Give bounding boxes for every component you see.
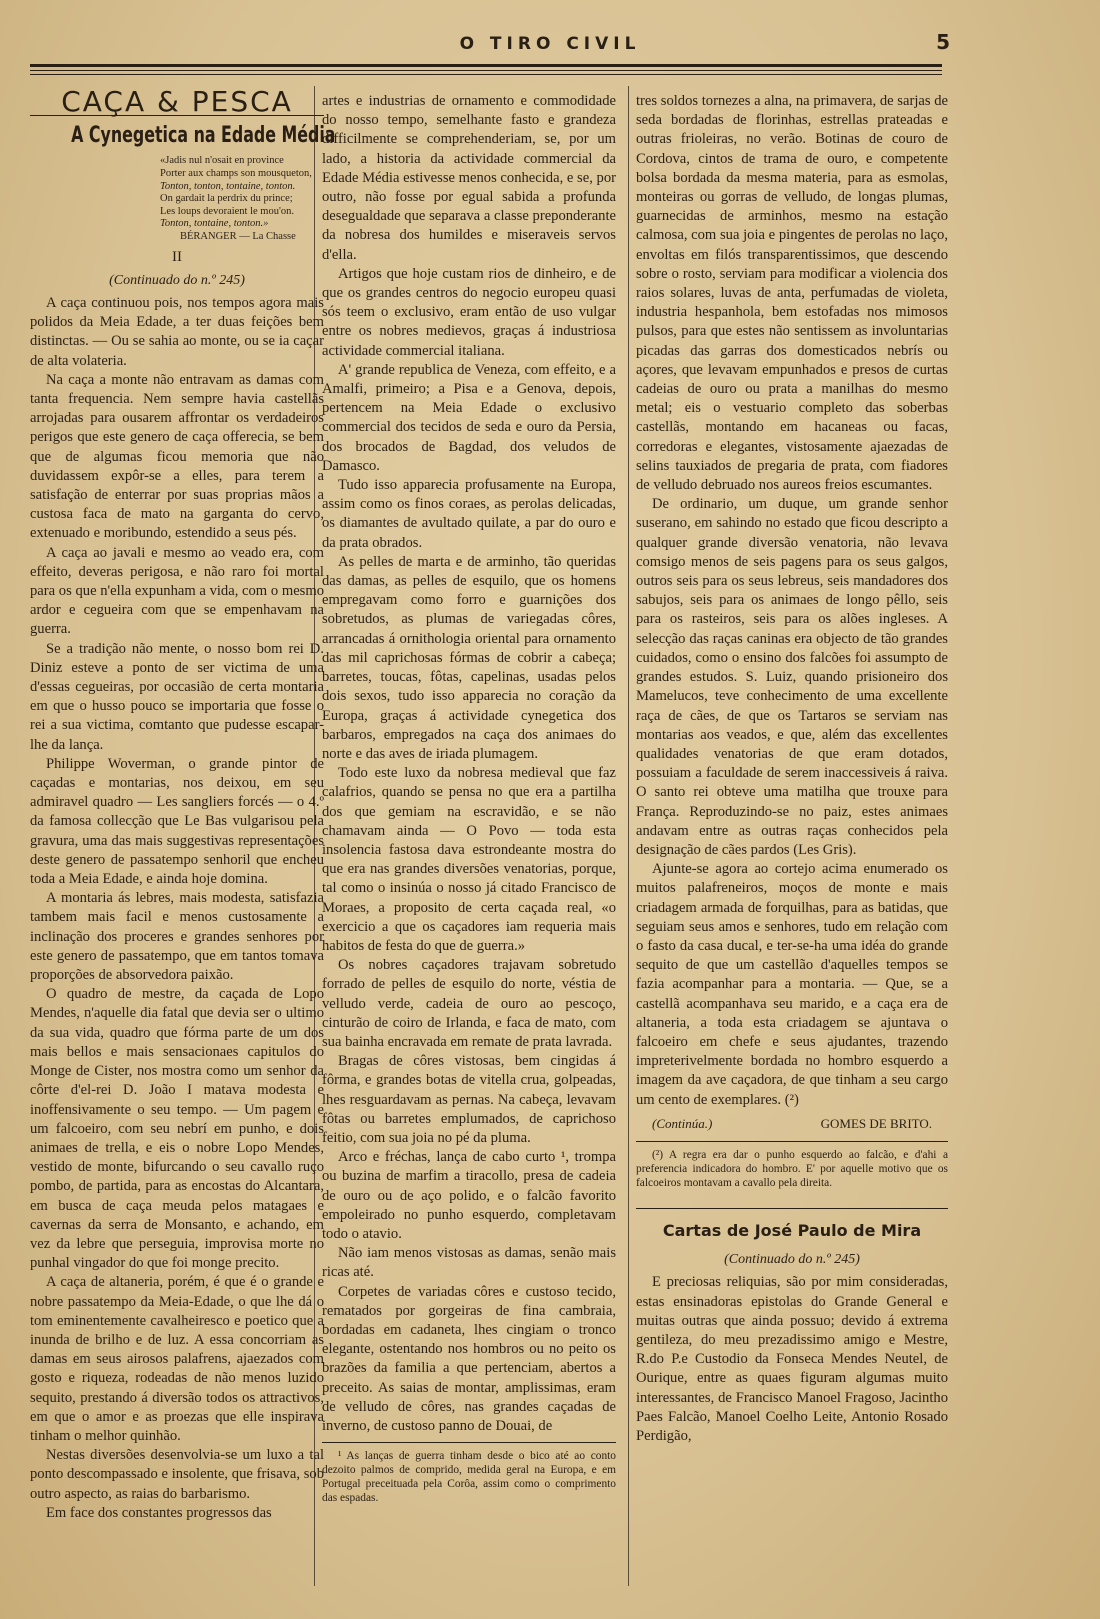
paragraph: A caça ao javali e mesmo ao veado era, com effeito, deveras perigosa, e não raro foi mortal para os que n'ella expunham a vida, com o mesmo ardor e cegueira com que se empenhavam na guerra.	[30, 544, 324, 638]
footnote-text: (²) A regra era dar o punho esquerdo ao falcão, e d'ahi a preferencia indicadora do hombro. E' por aquelle motivo que os falcoeiros montavam a cavallo pela direita.	[636, 1148, 948, 1189]
page-number: 5	[936, 30, 950, 54]
paragraph: Nestas diversões desenvolvia-se um luxo a tal ponto descompassado e insolente, que frisava, sob outro aspecto, as raias do barbarismo.	[30, 1447, 324, 1502]
paragraph: A caça continuou pois, nos tempos agora mais polidos da Meia Edade, a ter duas feições bem distinctas. — Ou se sahia ao monte, ou se ia caçar de alta volateria.	[30, 294, 324, 369]
paragraph: Ajunte-se agora ao cortejo acima enumerado os muitos palafreneiros, moços de monte e mais criadagem armada de forquilhas, para as batidas, que seguiam seus amos e senhores, tudo em relação com o fasto da casa ducal, e ter-se-ha uma idéa do grande sequito de que um castellão d'aquelles tempos se fazia acompanhar para a montaria. — Que, se a castellã acompanhava seu marido, e a caça era de altaneria, a toda esta criadagem se ajuntava o falcoeiro em chefe e seus ajudantes, trazendo impreterivelmente bordada no hombro esquerdo a imagem da ave caçadora, de que tinham a seu cargo um cento de exemplares. (²)	[636, 861, 948, 1108]
epigraph-line: Les loups devoraient le mou'on.	[160, 205, 294, 217]
section-title: CAÇA & PESCA	[30, 92, 324, 116]
paragraph: De ordinario, um duque, um grande senhor suserano, em sahindo no estado que ficou descripto a qualquer grande diversão venatoria, não levava comsigo menos de seis pagens para os seus galgos, outros seis para os seus lebreus, seis mandadores dos sabujos, seis para os animaes de longo pêllo, seis para os rasteiros, seis para os alões ingleses. A selecção das raças caninas era objecto de tão grandes cuidados, como o ensino dos falcões foi assumpto de grandes estudos. S. Luiz, quando prisioneiro dos Mamelucos, teve conhecimento de uma excellente raça de cães, de que os Tartaros se serviam nas montarias aos veados, e que, além das excellentes qualidades venatorias de que eram dotados, possuiam a faculdade de serem inaccessiveis á raiva. O santo rei obteve uma matilha que trouxe para França. Reproduzindo-se no paiz, estes animaes andavam entre as outras raças conhecidos pela designação de cães pardos (Les Gris).	[636, 496, 948, 858]
paragraph: E preciosas reliquias, são por mim consideradas, estas ensinadoras epistolas do Grande General e muitas outras que ainda possuo; devido á extrema gentileza, do meu prezadissimo amigo e Mestre, R.do P.e Custodio da Fonseca Mendes Neutel, de Ourique, entre as quaes figuram algumas muito interessantes, de Francisco Manoel Fragoso, Jacintho Paes Falcão, Manoel Coelho Leite, Antonio Rosado Perdigão,	[636, 1274, 948, 1444]
part-number: II	[172, 248, 182, 265]
paragraph: Se a tradição não mente, o nosso bom rei D. Diniz esteve a ponto de ser victima de uma d'essas cegueiras, por occasião de certa montaria em que o husso pouco se importaria que fosse o rei a sua victima, comtanto que pudesse escapar-lhe da lança.	[30, 640, 324, 753]
header-rule-thin-2	[30, 74, 942, 75]
epigraph-attribution: BÉRANGER — La Chasse	[180, 230, 296, 242]
column-2	[322, 92, 616, 1505]
column-1	[30, 85, 336, 1523]
continues-note: (Continúa.)	[652, 1115, 713, 1131]
paragraph: Na caça a monte não entravam as damas com tanta frequencia. Nem sempre havia castellãs arrojadas para ousarem affrontar os verdadeiros perigos que este genero de caça offerecia, se bem que de algumas ficou memoria que não duvidassem expôr-se a elles, para terem a satisfação de enterrar por suas proprias mãos a custosa faca de mato na garganta do cervo, extenuado e moribundo, estendido a seus pés.	[30, 371, 324, 542]
header-rule	[30, 64, 942, 67]
column-divider	[628, 86, 629, 1586]
paragraph: Bragas de côres vistosas, bem cingidas á fôrma, e grandes botas de vitella crua, golpeadas, lhes resguardavam as pernas. Na cabeça, levavam fôtas ou barretes emplumados, de caprichoso feitio, com sua joia no pé da pluma.	[322, 1053, 616, 1146]
footnote	[322, 1442, 616, 1505]
paragraph: Arco e fréchas, lança de cabo curto ¹, trompa ou buzina de marfim a tiracollo, presa de cadeia de ouro ou de aço polido, e o falcão favorito empoleirado no punho esquerdo, completavam todo o atavio.	[322, 1149, 616, 1242]
footnote	[636, 1141, 948, 1190]
epigraph-line: Tonton, tonton, tontaine, tonton.	[160, 180, 296, 192]
paragraph: As pelles de marta e de arminho, tão queridas das damas, as pelles de esquilo, que os homens empregavam como forro e guarnições dos sobretudos, as plumas de variegadas côres, arrancadas á ornithologia oriental para ornamento das mil caprichosas fórmas de cobrir a cabeça; barretes, toucas, fôtas, capelinas, usadas pelos dois sexos, tudo isso apparecia no coração da Europa, graças á actividade cynegetica dos barbaros, empregados na caça dos animaes do norte e das aves de iriada plumagem.	[322, 553, 616, 762]
paragraph: Tudo isso apparecia profusamente na Europa, assim como os finos coraes, as perolas delicadas, os diamantes de avultado quilate, a par do ouro e da prata obrados.	[322, 477, 616, 551]
paragraph: Em face dos constantes progressos das	[46, 1504, 272, 1521]
running-head	[0, 28, 1100, 62]
continued-note: (Continuado do n.º 245)	[109, 272, 245, 288]
paragraph: Os nobres caçadores trajavam sobretudo forrado de pelles de esquilo do norte, véstia de velludo verde, cadeia de ouro ao pescoço, cinturão de coiro de Irlanda, e faca de mato, com sua bainha encravada em remate de prata lavrada.	[322, 957, 616, 1050]
article-title: A Cynegetica na Edade Média	[71, 123, 336, 149]
paragraph: O quadro de mestre, da caçada de Lopo Mendes, n'aquelle dia fatal que devia ser o ultimo da sua vida, quadro que fórma parte de um dos mais bellos e mais sensacionaes capitulos do Monge de Cister, nos mostra como um senhor da côrte d'el-rei D. João I matava modesta e inoffensivamente o seu tempo. — Um pagem e um falcoeiro, com seu nebrí em punho, e dois animaes de trella, e eis o nobre Lopo Mendes, vestido de monte, bifurcando o seu cavallo ruço pombo, de partida, para as encostas do Alcantara, em busca de caça meuda pelos matagaes e cavernas da serra de Monsanto, e achando, em vez da lebre que perseguia, improvisa morte no punhal vingador do que foi monge precito.	[30, 986, 324, 1272]
epigraph-line: On gardait la perdrix du prince;	[160, 193, 293, 205]
paragraph: Todo este luxo da nobresa medieval que faz calafrios, quando se pensa no que era a partilha dos que gemiam na escravidão, e se não chamavam ainda — O Povo — toda esta insolencia fastosa dava estrondeante mostra do que era nas grandes diversões venatorias, porque, tal como o insinúa o nosso já citado Francisco de Moraes, a proposito de certa caçada real, «o exercicio a que os caçadores iam requeria mais habitos de festa do que de guerra.»	[322, 765, 616, 954]
paragraph: tres soldos tornezes a alna, na primavera, de sarjas de seda bordadas de florinhas, estrellas prateadas e outras frioleiras, no verão. Botinas de couro de Cordova, cintos de trama de ouro, e competente bolsa bordada da mesma materia, para as esmolas, monteiras ou gorras de velludo, de longas plumas, guarnecidas de arminhos, mesmo na estação calmosa, com sua joia e pingentes de perolas no laço, envoltas em filós transparentissimos, que descendo sobre o rosto, serviam para modificar a violencia dos raios solares, luvas de anta, perfumadas de violeta, industria hespanhola, bem estofadas nos mimosos pulsos, para que estes não sentissem as involuntarias picadas das garras dos domesticados nebrís ou açores, que levavam empunhados e presos de curtas cadeias de ouro ou prata a manilhas do mesmo metal; eis o vestuario completo das soberbas castellãs, montando em hacaneas ou facas, corredoras e elegantes, vistosamente ajaezadas de selins tauxiados de pregaria de prata, com fiadores de velludo debruado nos aureos freios escumantes.	[636, 93, 948, 494]
paragraph: Philippe Woverman, o grande pintor de caçadas e montarias, nos deixou, em seu admiravel quadro — Les sangliers forcés — o 4.º da famosa collecção que Le Bas vulgarisou pela gravura, uma das mais suggestivas representações deste genero de passatempo senhoril que encheu toda a Meia Edade, e ainda hoje domina.	[30, 755, 324, 888]
continued-note: (Continuado do n.º 245)	[724, 1252, 860, 1268]
paragraph: Corpetes de variadas côres e custoso tecido, rematados por gorgeiras de fina cambraia, bordadas em cadaneta, lhes cingiam o tronco elegante, ostentando nos hombros ou no peito os brazões da familia a que pertenciam, abertos a preceito. As saias de montar, amplissimas, eram de velludo de côres, nas grandes caçadas de inverno, de custoso panno de Douai, de	[322, 1283, 616, 1435]
article-signature	[652, 1114, 932, 1133]
paragraph: A' grande republica de Veneza, com effeito, e a Amalfi, primeiro; a Pisa e a Genova, depois, pertencem na Meia Edade o exclusivo commercial dos tecidos de seda e ouro da Persia, dos brocados de Bagdad, dos veludos de Damasco.	[322, 361, 616, 474]
epigraph-line: Tonton, tontaine, tonton.»	[160, 218, 269, 230]
header-rule-thin	[30, 70, 942, 71]
footnote-text: ¹ As lanças de guerra tinham desde o bico até ao conto dezoito palmos de comprido, medida geral na Europa, e em Portugal preceituada pela Corôa, assim como o comprimento das espadas.	[322, 1450, 616, 1505]
epigraph	[160, 155, 324, 243]
paragraph: Não iam menos vistosas as damas, senão mais ricas até.	[322, 1245, 616, 1281]
epigraph-line: «Jadis nul n'osait en province	[160, 155, 284, 167]
author-name: GOMES DE BRITO.	[820, 1115, 932, 1131]
paragraph: Artigos que hoje custam rios de dinheiro, e de que os grandes centros do negocio europeu quasi sós teem o exclusivo, eram então de uso vulgar entre os nobres medievos, graças á industriosa actividade commercial italiana.	[322, 265, 616, 359]
epigraph-line: Porter aux champs son mousqueton,	[160, 168, 312, 179]
paragraph: A caça de altaneria, porém, é que é o grande e nobre passatempo da Meia-Edade, o que lhe dá o tom eminentemente cavalheiresco e poetico que a inunda de brilho e de luz. A essa concorriam as damas em seus airosos palafrens, ajaezados com gosto e riqueza, rodeadas de não menos luzido sequito, prestando á diversão todos os attractivos, em que o amor e as proezas que elle inspirava tinham o melhor quinhão.	[30, 1274, 324, 1444]
paragraph: A montaria ás lebres, mais modesta, satisfazia tambem mais facil e menos custosamente a inclinação dos proceres e grandes senhores por este genero de passatempo, que em tantos tomava proporções de absorvedora paixão.	[30, 890, 324, 984]
article-title-cartas: Cartas de José Paulo de Mira	[636, 1208, 948, 1240]
column-3	[636, 92, 948, 1446]
newspaper-name: O TIRO CIVIL	[459, 34, 641, 54]
paragraph: artes e industrias de ornamento e commodidade do nosso tempo, semelhante fasto e grandeza difficilmente se comprehenderiam, se, por um lado, a historia da actividade commercial da Edade Média estivesse menos conhecida, e se, por outro, não fosse por egual sabida a profunda desegualdade que separava a classe preponderante da nobresa dos humildes e miseraveis servos d'ella.	[322, 93, 616, 263]
